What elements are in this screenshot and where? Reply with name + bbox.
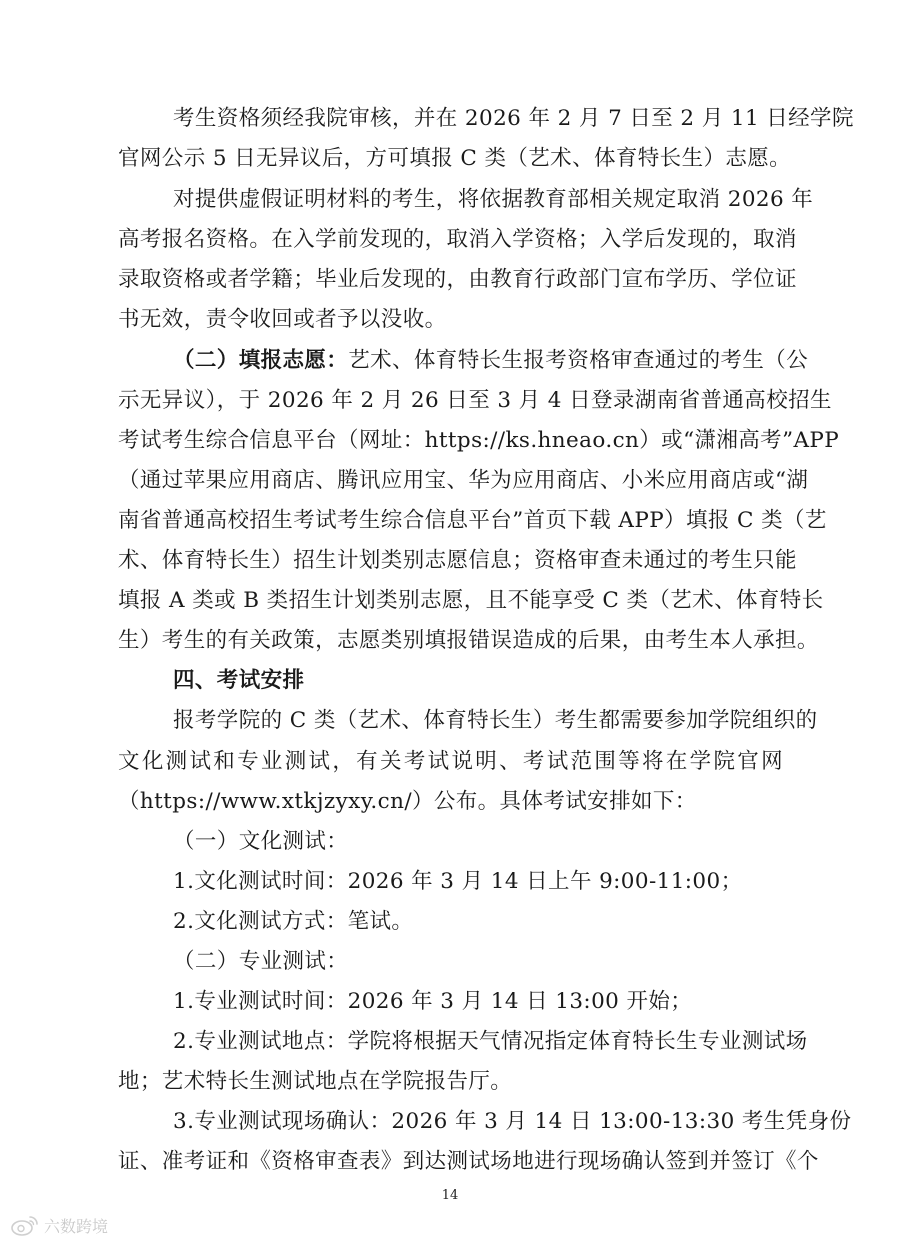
paragraph-line: 录取资格或者学籍；毕业后发现的，由教育行政部门宣布学历、学位证 [118,267,797,292]
paragraph-line: 对提供虚假证明材料的考生，将依据教育部相关规定取消 2026 年 [173,187,814,212]
list-item-continued: 地；艺术特长生测试地点在学院报告厅。 [118,1069,513,1094]
paragraph-line [173,347,809,375]
watermark [10,1212,108,1238]
paragraph-line: 南省普通高校招生考试考生综合信息平台”首页下载 APP）填报 C 类（艺 [118,508,827,533]
list-item: 2.专业测试地点：学院将根据天气情况指定体育特长生专业测试场 [173,1029,808,1054]
subsection-heading: （一）文化测试： [173,829,349,854]
paragraph-line: （https://www.xtkjzyxy.cn/）公布。具体考试安排如下： [118,789,697,814]
paragraph-line: 术、体育特长生）招生计划类别志愿信息；资格审查未通过的考生只能 [118,548,797,573]
paragraph-line: 生）考生的有关政策，志愿类别填报错误造成的后果，由考生本人承担。 [118,628,819,653]
paragraph-line: 高考报名资格。在入学前发现的，取消入学资格；入学后发现的，取消 [118,227,797,252]
paragraph-line: 官网公示 5 日无异议后，方可填报 C 类（艺术、体育特长生）志愿。 [118,146,792,171]
watermark-text: 六数跨境 [44,1216,109,1236]
list-item: 3.专业测试现场确认：2026 年 3 月 14 日 13:00-13:30 考生凭身份 [173,1109,852,1134]
paragraph-line: 示无异议），于 2026 年 2 月 26 日至 3 月 4 日登录湖南省普通高校招生 [118,388,832,413]
list-item: 1.文化测试时间：2026 年 3 月 14 日上午 9:00-11:00； [173,869,743,894]
paragraph-line: 填报 A 类或 B 类招生计划类别志愿，且不能享受 C 类（艺术、体育特长 [118,588,824,613]
page-number: 14 [441,1188,459,1203]
list-item: 1.专业测试时间：2026 年 3 月 14 日 13:00 开始； [173,989,693,1014]
list-item-continued: 证、准考证和《资格审查表》到达测试场地进行现场确认签到并签订《个 [118,1149,819,1174]
paragraph-line: 书无效，责令收回或者予以没收。 [118,307,447,332]
paragraph-line: （通过苹果应用商店、腾讯应用宝、华为应用商店、小米应用商店或“湖 [118,468,809,493]
list-item: 2.文化测试方式：笔试。 [173,909,414,934]
weibo-logo-icon [10,1213,40,1237]
paragraph-line: 考生资格须经我院审核，并在 2026 年 2 月 7 日至 2 月 11 日经学院 [173,106,854,131]
paragraph-line: 文化测试和专业测试，有关考试说明、考试范围等将在学院官网 [118,749,783,774]
section-heading: 四、考试安排 [173,668,305,693]
paragraph-line: 报考学院的 C 类（艺术、体育特长生）考生都需要参加学院组织的 [173,708,818,733]
paragraph-line: 考试考生综合信息平台（网址：https://ks.hneao.cn）或“潇湘高考”APP [118,428,840,453]
section-subheading: （二）填报志愿： [173,348,349,373]
subsection-heading: （二）专业测试： [173,949,349,974]
paragraph-text: 艺术、体育特长生报考资格审查通过的考生（公 [348,348,809,373]
